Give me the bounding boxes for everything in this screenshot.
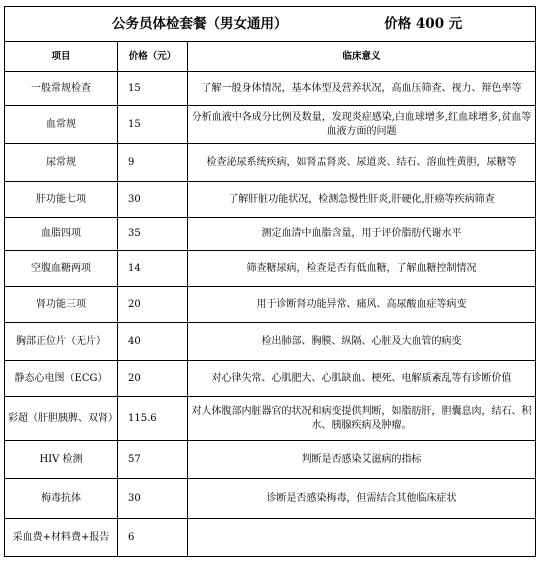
table-row	[5, 72, 536, 106]
row-price: 9	[118, 144, 188, 182]
row-item: 静态心电图（ECG）	[5, 361, 118, 397]
table-row	[5, 323, 536, 361]
row-price: 35	[118, 218, 188, 251]
row-price: 6	[118, 519, 188, 557]
row-meaning: 了解一般身体情况，基本体型及营养状况，高血压筛查、视力、辩色率等	[188, 72, 536, 106]
table-row	[5, 182, 536, 218]
row-price: 115.6	[118, 397, 188, 441]
row-item: 采血费+材料费+报告	[5, 519, 118, 557]
title-cell	[5, 7, 536, 42]
row-price: 20	[118, 287, 188, 323]
checkup-package-table	[4, 6, 536, 557]
row-meaning: 筛查糖尿病，检查是否有低血糖，了解血糖控制情况	[188, 251, 536, 287]
table-row	[5, 251, 536, 287]
package-price: 价格 400 元	[384, 16, 463, 32]
row-price: 20	[118, 361, 188, 397]
row-item: 血常规	[5, 106, 118, 144]
row-meaning: 了解肝脏功能状况，检测急慢性肝炎,肝硬化,肝癌等疾病筛查	[188, 182, 536, 218]
table-row	[5, 144, 536, 182]
row-price: 15	[118, 72, 188, 106]
row-meaning: 对人体腹部内脏器官的状况和病变提供判断，如脂肪肝，胆囊息肉，结石、积水、胰腺疾病及肿瘤。	[188, 397, 536, 441]
row-item: 梅毒抗体	[5, 479, 118, 519]
row-meaning: 分析血液中各成分比例及数量，发现炎症感染,白血球增多,红血球增多,贫血等血液方面的问题	[188, 106, 536, 144]
row-meaning: 诊断是否感染梅毒，但需结合其他临床症状	[188, 479, 536, 519]
header-meaning: 临床意义	[188, 42, 536, 72]
row-price: 15	[118, 106, 188, 144]
row-meaning: 测定血清中血脂含量，用于评价脂肪代谢水平	[188, 218, 536, 251]
table-row	[5, 218, 536, 251]
row-meaning: 对心律失常、心肌肥大、心肌缺血、梗死、电解质紊乱等有诊断价值	[188, 361, 536, 397]
row-item: 胸部正位片（无片）	[5, 323, 118, 361]
row-item: 一般常规检查	[5, 72, 118, 106]
row-item: 肾功能三项	[5, 287, 118, 323]
table-row	[5, 287, 536, 323]
row-price: 40	[118, 323, 188, 361]
table-row	[5, 519, 536, 557]
row-meaning: 检查泌尿系统疾病，如肾盂肾炎、尿道炎、结石、溶血性黄胆，尿糖等	[188, 144, 536, 182]
table-row	[5, 479, 536, 519]
package-title: 公务员体检套餐（男女通用）	[112, 16, 288, 32]
table-row	[5, 397, 536, 441]
row-price: 14	[118, 251, 188, 287]
row-meaning: 用于诊断肾功能异常、痛风、高尿酸血症等病变	[188, 287, 536, 323]
row-item: 空腹血糖两项	[5, 251, 118, 287]
table-row	[5, 106, 536, 144]
title-row	[5, 7, 536, 42]
row-price: 30	[118, 479, 188, 519]
table-row	[5, 441, 536, 479]
row-meaning	[188, 519, 536, 557]
row-item: HIV 检测	[5, 441, 118, 479]
row-price: 57	[118, 441, 188, 479]
header-price: 价格（元）	[118, 42, 188, 72]
row-item: 彩超（肝胆胰脾、双肾）	[5, 397, 118, 441]
header-row	[5, 42, 536, 72]
row-item: 肝功能七项	[5, 182, 118, 218]
row-meaning: 检出肺部、胸膜、纵隔、心脏及大血管的病变	[188, 323, 536, 361]
table-row	[5, 361, 536, 397]
price-table-sheet	[4, 6, 535, 557]
row-meaning: 判断是否感染艾滋病的指标	[188, 441, 536, 479]
row-item: 血脂四项	[5, 218, 118, 251]
row-item: 尿常规	[5, 144, 118, 182]
row-price: 30	[118, 182, 188, 218]
header-item: 项目	[5, 42, 118, 72]
